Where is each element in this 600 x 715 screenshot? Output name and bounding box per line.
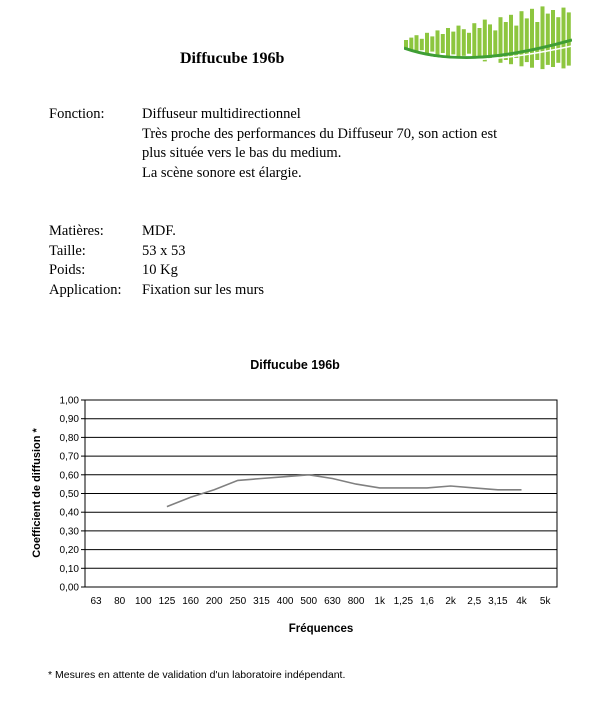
series-line	[167, 475, 522, 507]
spec-label: Taille:	[49, 242, 86, 259]
logo-bar	[546, 14, 550, 65]
x-tick-label: 3,15	[488, 596, 508, 607]
x-tick-label: 2,5	[467, 596, 482, 607]
spec-row-matieres	[49, 222, 497, 242]
x-axis-label: Fréquences	[288, 623, 354, 635]
x-tick-label: 800	[347, 596, 365, 607]
x-tick-label: 125	[158, 596, 176, 607]
y-tick-label: 0,20	[59, 545, 79, 557]
x-tick-label: 400	[276, 596, 294, 607]
logo-bar	[415, 35, 419, 52]
logo-bar	[467, 33, 471, 54]
logo-bar	[535, 22, 539, 60]
x-tick-label: 160	[182, 596, 199, 607]
x-tick-label: 250	[229, 596, 247, 607]
spec-label: Matières:	[49, 223, 104, 239]
logo-bar	[446, 28, 450, 57]
logo-bar	[436, 30, 440, 55]
logo-bar	[520, 11, 524, 66]
logo-bar	[472, 23, 476, 59]
y-tick-label: 0,00	[59, 582, 79, 594]
logo-bar	[493, 30, 497, 55]
x-tick-label: 315	[253, 596, 270, 607]
y-tick-label: 0,10	[59, 563, 79, 575]
logo-bar	[556, 17, 560, 63]
y-tick-label: 0,30	[59, 526, 79, 538]
x-tick-label: 4k	[516, 596, 527, 607]
diffusion-chart	[0, 352, 600, 647]
logo-bar	[483, 20, 487, 62]
x-tick-label: 200	[205, 596, 223, 607]
chart-title: Diffucube 196b	[250, 358, 340, 372]
x-tick-label: 500	[300, 596, 318, 607]
y-tick-label: 0,60	[59, 470, 79, 482]
spec-value: 10 Kg	[142, 262, 178, 278]
spec-label: Application:	[49, 281, 122, 298]
spec-value: MDF.	[142, 223, 176, 239]
x-tick-label: 1,25	[393, 596, 414, 607]
company-logo	[404, 4, 572, 76]
logo-bar	[457, 26, 461, 58]
spec-row-poids	[49, 261, 497, 281]
document-title: Diffucube 196b	[180, 50, 285, 67]
x-tick-label: 2k	[445, 596, 456, 607]
y-tick-label: 0,50	[59, 489, 79, 500]
fonction-row	[49, 105, 497, 183]
footnote: * Mesures en attente de validation d'un laboratoire indépendant.	[48, 669, 346, 681]
fonction-line: plus située vers le bas du medium.	[142, 145, 342, 161]
logo-bar	[425, 33, 429, 54]
spec-row-application	[49, 281, 497, 301]
logo-bar	[430, 36, 434, 51]
x-tick-label: 630	[324, 596, 341, 607]
logo-bar	[441, 34, 445, 53]
y-tick-label: 0,70	[59, 451, 79, 463]
spec-value: 53 x 53	[142, 242, 186, 259]
spec-value: Fixation sur les murs	[142, 281, 265, 298]
x-tick-label: 1k	[374, 596, 385, 607]
spec-label: Poids:	[49, 262, 86, 278]
y-tick-label: 0,40	[59, 507, 79, 519]
y-tick-label: 1,00	[59, 395, 79, 407]
logo-bar	[541, 6, 545, 69]
spec-row-taille	[49, 242, 497, 262]
logo-bar	[420, 39, 424, 50]
x-tick-label: 63	[90, 596, 102, 607]
logo-bar	[478, 28, 482, 57]
y-tick-label: 0,90	[59, 414, 79, 426]
x-tick-label: 1,6	[420, 596, 434, 607]
fonction-line: Diffuseur multidirectionnel	[142, 106, 301, 122]
logo-bar	[462, 29, 466, 56]
fonction-line: Très proche des performances du Diffuseur 70, son action est	[142, 125, 498, 142]
x-tick-label: 80	[114, 596, 126, 607]
logo-bar	[451, 32, 455, 55]
x-tick-label: 100	[134, 596, 152, 607]
y-axis-label: Coefficient de diffusion *	[31, 428, 43, 558]
x-tick-label: 5k	[539, 596, 551, 607]
logo-bar	[525, 18, 529, 62]
y-tick-label: 0,80	[59, 432, 79, 444]
fonction-line: La scène sonore est élargie.	[142, 164, 302, 181]
logo-bar	[562, 8, 566, 69]
fonction-label: Fonction:	[49, 106, 105, 122]
logo-bar	[530, 9, 534, 68]
spec-table	[49, 105, 497, 300]
logo-bar	[551, 10, 555, 67]
logo-bar	[488, 24, 492, 58]
